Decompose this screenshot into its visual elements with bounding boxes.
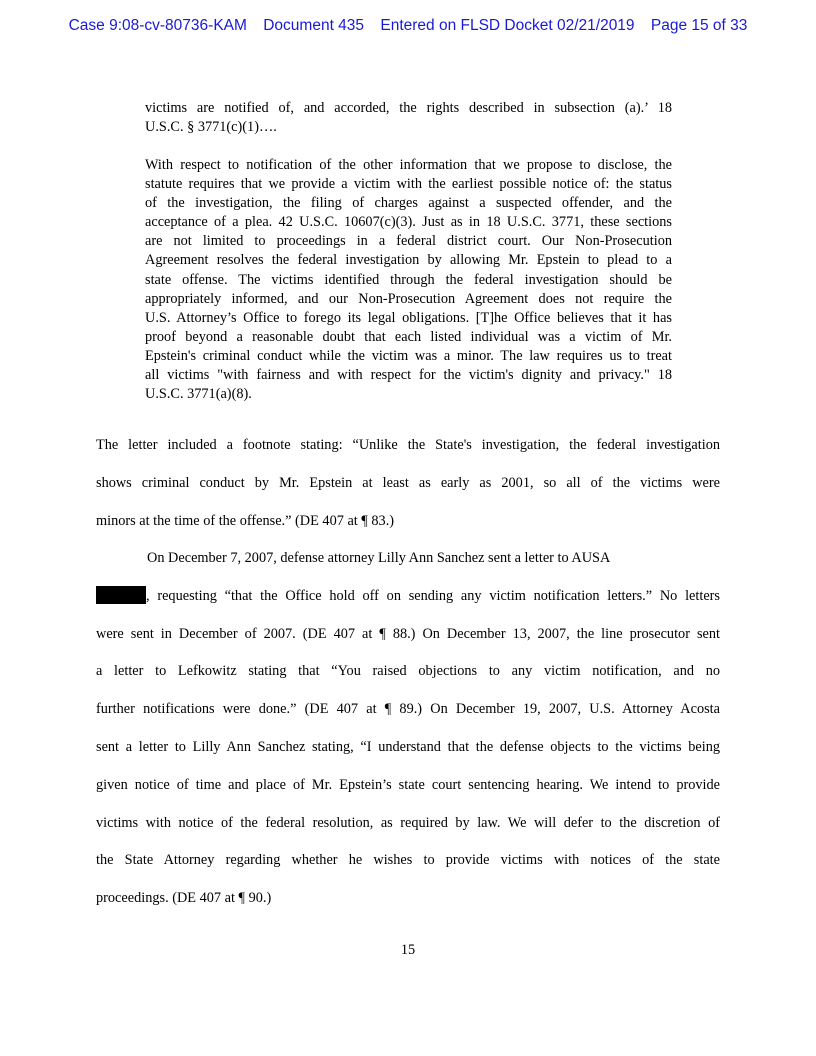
text-line: U.S.C. 3771(a)(8). <box>145 386 252 403</box>
page-number: 15 <box>400 942 416 958</box>
body-paragraph-1 <box>96 427 720 540</box>
text-line: Agreement resolves the federal investigation by allowing Mr. Epstein to plead to a <box>145 252 672 269</box>
page-indicator: Page 15 of 33 <box>650 17 748 34</box>
block-quote-paragraph-1 <box>145 99 672 137</box>
text-line: are not limited to proceedings in a federal district court. Our Non-Prosecution <box>145 233 672 250</box>
redaction-box <box>96 586 146 604</box>
text-line: With respect to notification of the other information that we propose to disclose, the <box>145 157 672 173</box>
docket-header <box>0 17 816 35</box>
text-line: shows criminal conduct by Mr. Epstein at least as early as 2001, so all of the victims were <box>96 474 720 491</box>
text-line: U.S.C. § 3771(c)(1)…. <box>145 119 277 136</box>
text-line: U.S. Attorney’s Office to forego its legal obligations. [T]he Office believes that it has <box>145 309 672 326</box>
text-line-with-redaction <box>96 578 720 616</box>
document-number: Document 435 <box>263 17 365 34</box>
text-line: The letter included a footnote stating: “Unlike the State's investigation, the federal investigation <box>96 437 720 453</box>
text-line: minors at the time of the offense.” (DE 407 at ¶ 83.) <box>96 512 395 529</box>
text-line: proceedings. (DE 407 at ¶ 90.) <box>96 890 272 907</box>
text-line: Epstein's criminal conduct while the victim was a minor. The law requires us to treat <box>145 347 672 364</box>
text-line: victims are notified of, and accorded, the rights described in subsection (a).’ 18 <box>145 100 672 116</box>
text-after-redaction: , requesting “that the Office hold off on sending any victim notification letters.” No letters <box>146 587 720 604</box>
case-number: Case 9:08-cv-80736-KAM <box>68 17 247 34</box>
text-line: statute requires that we provide a victim with the earliest possible notice of: the status <box>145 176 672 193</box>
text-line: acceptance of a plea. 42 U.S.C. 10607(c)(3). Just as in 18 U.S.C. 3771, these sections <box>145 214 672 231</box>
text-line: appropriately informed, and our Non-Prosecution Agreement does not require the <box>145 290 672 307</box>
text-line: state offense. The victims identified through the federal investigation should be <box>145 271 672 288</box>
text-line: further notifications were done.” (DE 407 at ¶ 89.) On December 19, 2007, U.S. Attorney Acosta <box>96 701 720 718</box>
text-line: the State Attorney regarding whether he wishes to provide victims with notices of the state <box>96 852 720 869</box>
text-line: were sent in December of 2007. (DE 407 at ¶ 88.) On December 13, 2007, the line prosecutor sent <box>96 625 720 642</box>
text-line: victims with notice of the federal resolution, as required by law. We will defer to the discretion of <box>96 814 720 831</box>
text-line: On December 7, 2007, defense attorney Lilly Ann Sanchez sent a letter to AUSA <box>147 550 611 566</box>
body-paragraph-2 <box>96 540 720 918</box>
text-line: all victims "with fairness and with respect for the victim's dignity and privacy." 18 <box>145 367 672 384</box>
block-quote-paragraph-2 <box>145 156 672 404</box>
text-line: given notice of time and place of Mr. Epstein’s state court sentencing hearing. We intend to provide <box>96 776 720 793</box>
text-line: proof beyond a reasonable doubt that each listed individual was a victim of Mr. <box>145 328 672 345</box>
text-line: a letter to Lefkowitz stating that “You raised objections to any victim notification, and no <box>96 663 720 680</box>
text-line: of the investigation, the filing of charges against a suspected offender, and the <box>145 195 672 212</box>
text-line: sent a letter to Lilly Ann Sanchez stating, “I understand that the defense objects to the victims being <box>96 738 720 755</box>
docket-entry: Entered on FLSD Docket 02/21/2019 <box>380 17 635 34</box>
